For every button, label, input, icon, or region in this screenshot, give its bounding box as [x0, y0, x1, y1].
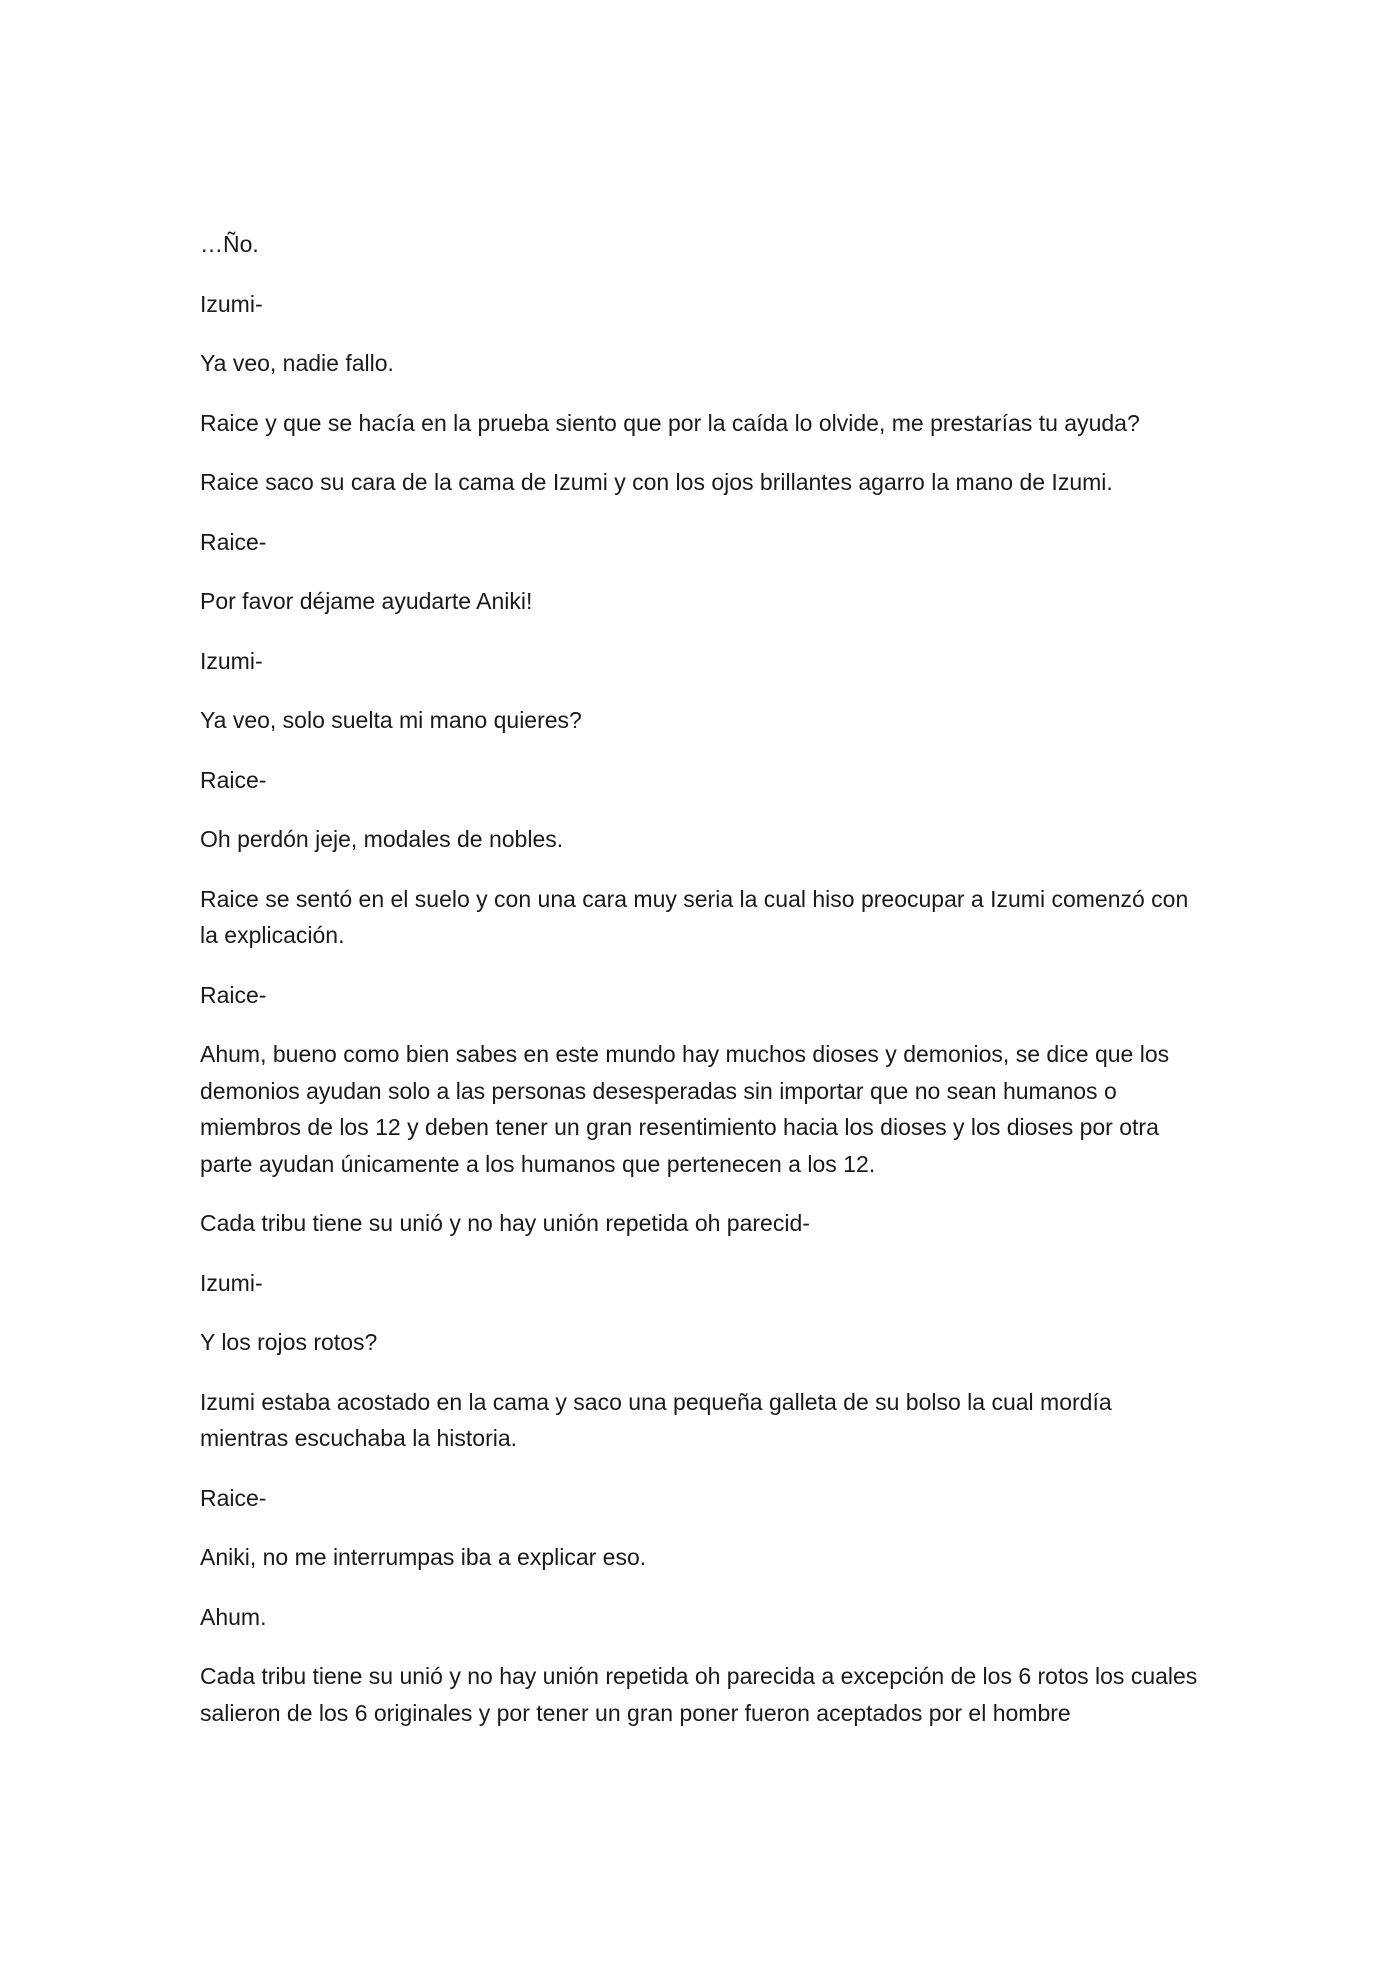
paragraph: Raice se sentó en el suelo y con una cara muy seria la cual hiso preocupar a Izumi comenzó con la explicación. [200, 885, 1189, 948]
speaker-label: Izumi- [200, 290, 263, 317]
speaker-label: Izumi- [200, 647, 263, 674]
paragraph: Aniki, no me interrumpas iba a explicar eso. [200, 1544, 647, 1570]
speaker-label: Izumi- [200, 1269, 263, 1296]
paragraph: Raice saco su cara de la cama de Izumi y con los ojos brillantes agarro la mano de Izumi. [200, 469, 1113, 495]
speaker-label: Raice- [200, 1484, 267, 1511]
paragraph: Ya veo, nadie fallo. [200, 350, 394, 376]
paragraph: …Ño. [200, 231, 259, 257]
paragraph: Ya veo, solo suelta mi mano quieres? [200, 707, 582, 733]
paragraph: Ahum. [200, 1603, 267, 1630]
paragraph: Cada tribu tiene su unió y no hay unión repetida oh parecida a excepción de los 6 rotos los cuales salieron de los 6 originales y por tener un gran poner fueron aceptados por el hombre [200, 1663, 1198, 1726]
paragraph: Por favor déjame ayudarte Aniki! [200, 588, 533, 614]
speaker-label: Raice- [200, 981, 267, 1008]
document-body [200, 226, 1205, 1754]
paragraph: Ahum, bueno como bien sabes en este mundo hay muchos dioses y demonios, se dice que los demonios ayudan solo a las personas desesperadas sin importar que no sean humanos o miembros de los 12 y deben tener un gran resentimiento hacia los dioses y los dioses por otra parte ayudan únicamente a los humanos que pertenecen a los 12. [200, 1041, 1170, 1177]
paragraph: Izumi estaba acostado en la cama y saco una pequeña galleta de su bolso la cual mordía mientras escuchaba la historia. [200, 1388, 1112, 1451]
paragraph: Raice y que se hacía en la prueba siento que por la caída lo olvide, me prestarías tu ayuda? [200, 409, 1140, 436]
paragraph: Oh perdón jeje, modales de nobles. [200, 826, 564, 852]
speaker-label: Raice- [200, 766, 267, 793]
speaker-label: Raice- [200, 528, 267, 555]
paragraph: Cada tribu tiene su unió y no hay unión repetida oh parecid- [200, 1210, 810, 1236]
paragraph: Y los rojos rotos? [200, 1329, 378, 1355]
